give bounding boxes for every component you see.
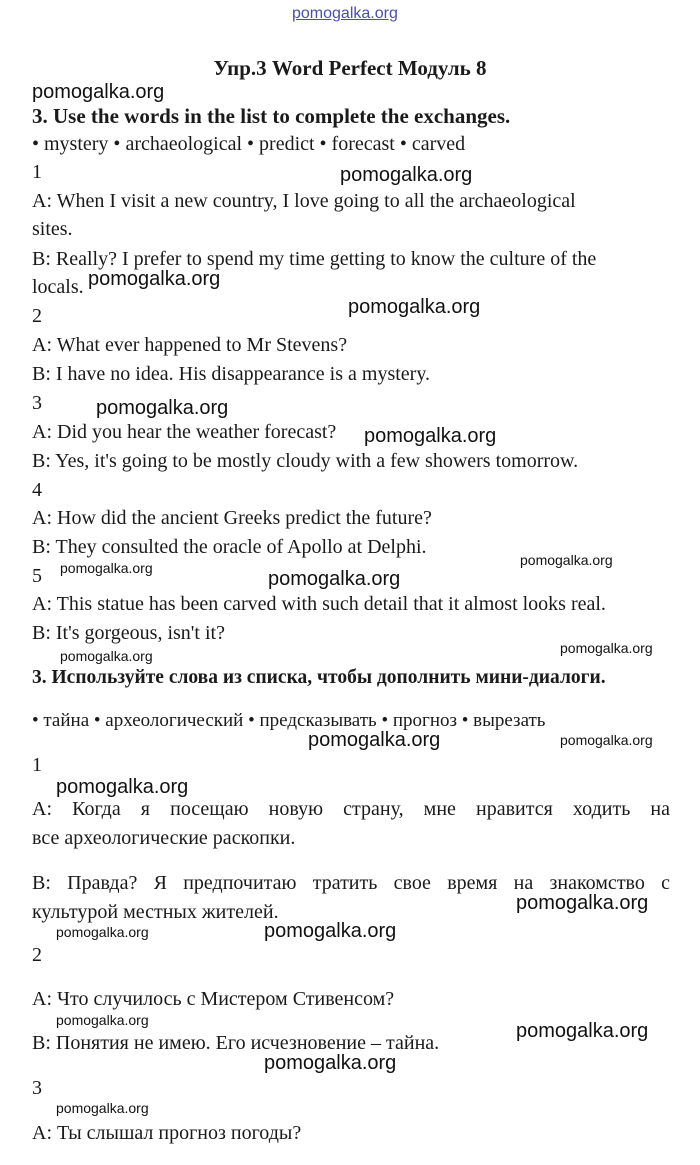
english-ex1-b-line2: locals. xyxy=(32,276,84,298)
watermark: pomogalka.org xyxy=(56,776,189,798)
watermark: pomogalka.org xyxy=(56,924,149,940)
watermark: pomogalka.org xyxy=(264,1052,397,1074)
watermark: pomogalka.org xyxy=(32,81,165,103)
watermark: pomogalka.org xyxy=(60,560,153,576)
russian-ex3-a: А: Ты слышал прогноз погоды? xyxy=(32,1122,302,1144)
watermark: pomogalka.org xyxy=(268,568,401,590)
watermark: pomogalka.org xyxy=(560,640,653,656)
russian-word-list: • тайна • археологический • предсказывать • прогноз • вырезать xyxy=(32,710,546,731)
english-word-list: • mystery • archaeological • predict • forecast • carved xyxy=(32,133,466,155)
english-number-3: 3 xyxy=(32,392,42,414)
watermark: pomogalka.org xyxy=(264,920,397,942)
watermark: pomogalka.org xyxy=(516,1020,649,1042)
english-instruction: 3. Use the words in the list to complete the exchanges. xyxy=(32,104,511,128)
russian-number-1: 1 xyxy=(32,754,42,776)
watermark: pomogalka.org xyxy=(308,729,441,751)
watermark: pomogalka.org xyxy=(516,892,649,914)
page-title: Упр.3 Word Perfect Модуль 8 xyxy=(213,56,487,80)
watermark: pomogalka.org xyxy=(348,296,481,318)
russian-ex2-a: А: Что случилось с Мистером Стивенсом? xyxy=(32,988,395,1010)
english-ex1-a-line1: A: When I visit a new country, I love going to all the archaeological xyxy=(32,190,576,212)
russian-ex1-b-line1: В: Правда? Я предпочитаю тратить свое время на знакомство с xyxy=(32,872,670,894)
watermark: pomogalka.org xyxy=(88,268,221,290)
russian-number-2: 2 xyxy=(32,944,42,966)
russian-instruction: 3. Используйте слова из списка, чтобы дополнить мини-диалоги. xyxy=(32,667,606,688)
english-ex5-a: A: This statue has been carved with such detail that it almost looks real. xyxy=(32,593,606,615)
english-number-2: 2 xyxy=(32,305,42,327)
english-ex2-b: B: I have no idea. His disappearance is a mystery. xyxy=(32,363,431,385)
russian-number-3: 3 xyxy=(32,1077,42,1099)
english-number-1: 1 xyxy=(32,161,42,183)
header-link[interactable]: pomogalka.org xyxy=(292,5,398,22)
russian-ex1-b-line2: культурой местных жителей. xyxy=(32,901,279,923)
english-number-4: 4 xyxy=(32,479,42,501)
watermark: pomogalka.org xyxy=(56,1100,149,1116)
russian-ex2-b: В: Понятия не имею. Его исчезновение – тайна. xyxy=(32,1032,440,1054)
english-ex3-b: B: Yes, it's going to be mostly cloudy with a few showers tomorrow. xyxy=(32,450,579,472)
watermark: pomogalka.org xyxy=(340,164,473,186)
english-ex5-b: B: It's gorgeous, isn't it? xyxy=(32,622,225,644)
watermark: pomogalka.org xyxy=(364,425,497,447)
russian-ex1-a-line2: все археологические раскопки. xyxy=(32,827,296,849)
english-ex4-a: A: How did the ancient Greeks predict the future? xyxy=(32,507,432,529)
english-ex1-a-line2: sites. xyxy=(32,218,73,240)
russian-ex1-a-line1: А: Когда я посещаю новую страну, мне нравится ходить на xyxy=(32,798,670,820)
english-number-5: 5 xyxy=(32,565,42,587)
english-ex4-b: B: They consulted the oracle of Apollo at Delphi. xyxy=(32,536,427,558)
english-ex3-a: A: Did you hear the weather forecast? xyxy=(32,421,337,443)
english-ex2-a: A: What ever happened to Mr Stevens? xyxy=(32,334,348,356)
watermark: pomogalka.org xyxy=(56,1012,149,1028)
watermark: pomogalka.org xyxy=(96,397,229,419)
watermark: pomogalka.org xyxy=(520,552,613,568)
english-ex1-b-line1: B: Really? I prefer to spend my time getting to know the culture of the xyxy=(32,248,597,270)
watermark: pomogalka.org xyxy=(560,732,653,748)
watermark: pomogalka.org xyxy=(60,648,153,664)
